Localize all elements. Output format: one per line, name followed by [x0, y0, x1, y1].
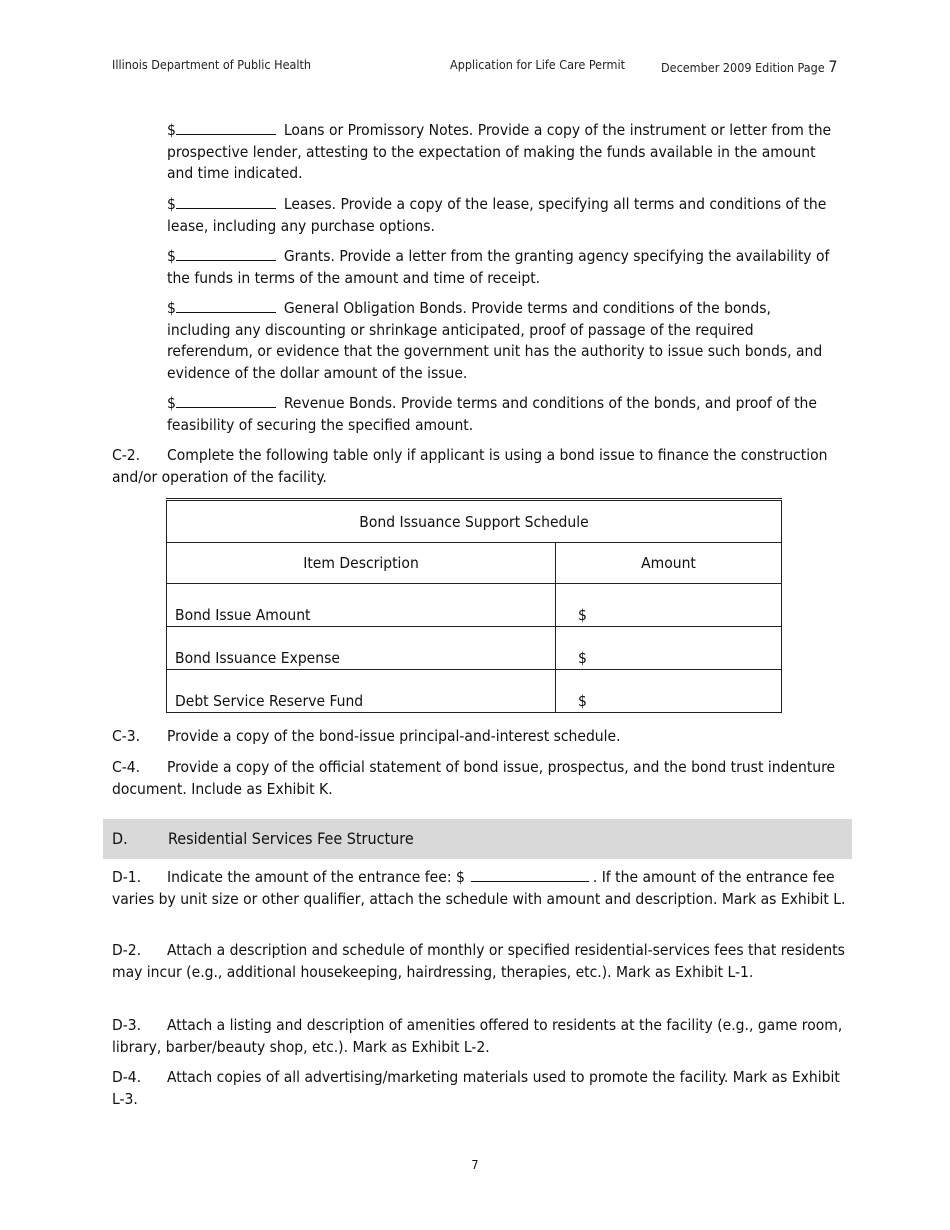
item-text: Attach a description and schedule of monthly or specified residential-services fees that residents may incur (e.g., additional housekeeping, hairdressing, therapies, etc.). Mark as Exhibit L-1. — [112, 941, 845, 981]
item-number: D-1. — [112, 868, 142, 886]
amount-blank-leases[interactable] — [176, 194, 276, 209]
funding-text: Grants. Provide a letter from the granting agency specifying the availability of the funds in terms of the amount and time of receipt. — [167, 247, 830, 287]
column-header-amount: Amount — [556, 543, 782, 584]
item-d1 — [112, 867, 847, 910]
header-agency: Illinois Department of Public Health — [112, 57, 312, 72]
item-text-before: Indicate the amount of the entrance fee: $ — [167, 868, 465, 886]
column-header-item: Item Description — [167, 543, 556, 584]
item-number: C-3. — [112, 727, 141, 745]
dollar-sign: $ — [167, 299, 176, 317]
row-item: Bond Issuance Expense — [167, 627, 556, 670]
footer-page-number: 7 — [471, 1157, 479, 1172]
item-number: D-2. — [112, 941, 142, 959]
row-amount-field[interactable]: $ — [556, 670, 782, 713]
header-page-number: 7 — [828, 57, 838, 76]
row-amount-field[interactable]: $ — [556, 627, 782, 670]
item-number: C-4. — [112, 758, 141, 776]
amount-blank-grants[interactable] — [176, 246, 276, 261]
item-c2 — [112, 445, 847, 488]
header-edition — [661, 57, 837, 76]
funding-revenue-bonds — [167, 393, 837, 436]
item-number: C-2. — [112, 446, 141, 464]
funding-grants — [167, 246, 837, 289]
item-c4 — [112, 757, 847, 800]
item-text: Attach copies of all advertising/marketing materials used to promote the facility. Mark as Exhibit L-3. — [112, 1068, 840, 1108]
section-letter: D. — [112, 829, 128, 848]
item-d4 — [112, 1067, 847, 1110]
amount-blank-revenue-bonds[interactable] — [176, 393, 276, 408]
table-row — [167, 627, 782, 670]
entrance-fee-blank[interactable] — [471, 867, 589, 882]
funding-text: Revenue Bonds. Provide terms and conditions of the bonds, and proof of the feasibility of securing the specified amount. — [167, 394, 817, 434]
dollar-sign: $ — [167, 195, 176, 213]
funding-text: General Obligation Bonds. Provide terms and conditions of the bonds, including any discounting or shrinkage anticipated, proof of passage of the required referendum, or evidence that the government unit has the authority to issue such bonds, and evidence of the dollar amount of the issue. — [167, 299, 823, 382]
item-text: Attach a listing and description of amenities offered to residents at the facility (e.g., game room, library, barber/beauty shop, etc.). Mark as Exhibit L-2. — [112, 1016, 843, 1056]
funding-go-bonds — [167, 298, 837, 384]
item-d3 — [112, 1015, 847, 1058]
dollar-sign: $ — [167, 394, 176, 412]
header-edition-text: December 2009 Edition Page — [661, 60, 825, 75]
dollar-sign: $ — [167, 121, 176, 139]
bond-issuance-table — [166, 498, 782, 713]
row-item: Debt Service Reserve Fund — [167, 670, 556, 713]
item-c3 — [112, 726, 847, 748]
row-amount-field[interactable]: $ — [556, 584, 782, 627]
item-number: D-3. — [112, 1016, 142, 1034]
section-title: Residential Services Fee Structure — [168, 829, 414, 848]
item-d2 — [112, 940, 847, 983]
funding-text: Loans or Promissory Notes. Provide a copy of the instrument or letter from the prospective lender, attesting to the expectation of making the funds available in the amount and time indicated. — [167, 121, 832, 182]
funding-loans — [167, 120, 837, 185]
table-title: Bond Issuance Support Schedule — [167, 500, 782, 543]
table-row — [167, 584, 782, 627]
item-text: Provide a copy of the official statement of bond issue, prospectus, and the bond trust indenture document. Include as Exhibit K. — [112, 758, 836, 798]
amount-blank-go-bonds[interactable] — [176, 298, 276, 313]
item-text: Provide a copy of the bond-issue principal-and-interest schedule. — [167, 727, 621, 745]
item-text-after: . If the amount of the entrance fee varies by unit size or other qualifier, attach the schedule with amount and description. Mark as Exhibit L. — [112, 868, 846, 908]
funding-text: Leases. Provide a copy of the lease, specifying all terms and conditions of the lease, including any purchase options. — [167, 195, 827, 235]
section-d-heading — [103, 819, 852, 859]
item-text: Complete the following table only if applicant is using a bond issue to finance the construction and/or operation of the facility. — [112, 446, 828, 486]
dollar-sign: $ — [167, 247, 176, 265]
amount-blank-loans[interactable] — [176, 120, 276, 135]
header-form-title: Application for Life Care Permit — [450, 57, 625, 72]
row-item: Bond Issue Amount — [167, 584, 556, 627]
item-number: D-4. — [112, 1068, 142, 1086]
table-row — [167, 670, 782, 713]
funding-leases — [167, 194, 837, 237]
